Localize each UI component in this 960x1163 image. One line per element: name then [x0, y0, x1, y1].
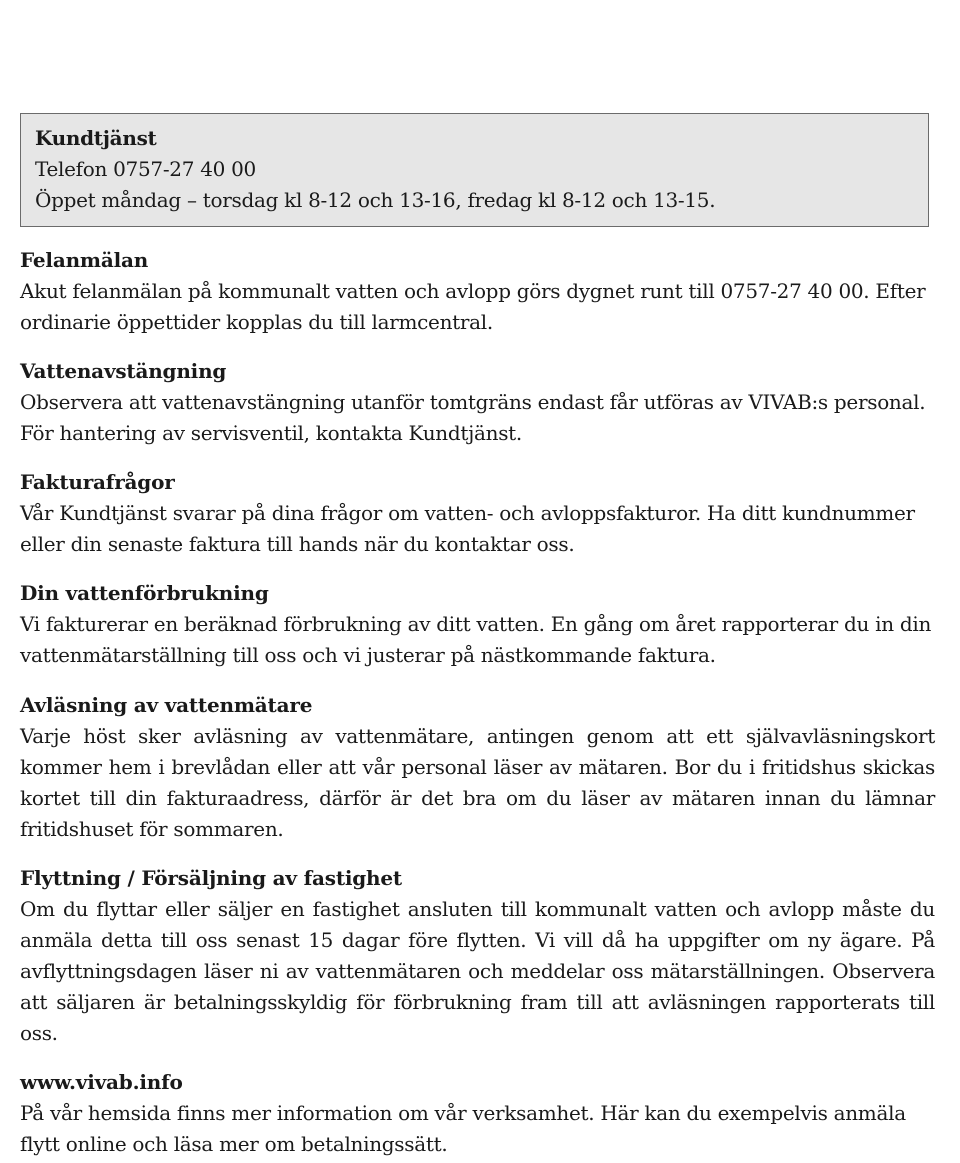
section-vattenforbrukning: [20, 578, 935, 671]
section-heading: Din vattenförbrukning: [20, 581, 269, 605]
customer-service-box: [20, 113, 929, 227]
website-link[interactable]: www.vivab.info: [20, 1070, 183, 1094]
customer-service-heading: Kundtjänst: [35, 126, 157, 150]
section-text: Observera att vattenavstängning utanför tomtgräns endast får utföras av VIVAB:s personal. För hantering av servisventil, kontakta Kundtjänst.: [20, 390, 926, 445]
section-heading: Avläsning av vattenmätare: [20, 693, 313, 717]
section-heading: Vattenavstängning: [20, 359, 227, 383]
section-flyttning: [20, 863, 935, 1049]
section-fakturafragor: [20, 467, 935, 560]
section-text: Akut felanmälan på kommunalt vatten och avlopp görs dygnet runt till 0757-27 40 00. Efter ordinarie öppettider kopplas du till larmcentral.: [20, 279, 926, 334]
section-text: Varje höst sker avläsning av vattenmätare, antingen genom att ett självavläsningskort kommer hem i brevlådan eller att vår personal läser av mätaren. Bor du i fritidshus skickas kortet till din fakturaadress, därför är det bra om du läser av mätaren innan du lämnar fritidshuset för sommaren.: [20, 724, 935, 841]
section-heading: Felanmälan: [20, 248, 149, 272]
section-website: [20, 1067, 935, 1160]
section-text: Vi fakturerar en beräknad förbrukning av ditt vatten. En gång om året rapporterar du in din vattenmätarställning till oss och vi justerar på nästkommande faktura.: [20, 612, 932, 667]
section-text: På vår hemsida finns mer information om vår verksamhet. Här kan du exempelvis anmäla flytt online och läsa mer om betalningssätt.: [20, 1101, 906, 1156]
section-vattenavstangning: [20, 356, 935, 449]
customer-service-hours: Öppet måndag – torsdag kl 8-12 och 13-16, fredag kl 8-12 och 13-15.: [35, 188, 716, 212]
section-avlasning: [20, 690, 935, 845]
section-text: Om du flyttar eller säljer en fastighet ansluten till kommunalt vatten och avlopp måste du anmäla detta till oss senast 15 dagar före flytten. Vi vill då ha uppgifter om ny ägare. På avflyttningsdagen läser ni av vattenmätaren och meddelar oss mätarställningen. Observera att säljaren är betalningsskyldig för förbrukning fram till att avläsningen rapporterats till oss.: [20, 897, 935, 1045]
customer-service-phone: Telefon 0757-27 40 00: [35, 157, 256, 181]
section-heading: Fakturafrågor: [20, 470, 175, 494]
section-felanmalan: [20, 245, 935, 338]
section-text: Vår Kundtjänst svarar på dina frågor om vatten- och avloppsfakturor. Ha ditt kundnummer eller din senaste faktura till hands när du kontaktar oss.: [20, 501, 915, 556]
section-heading: Flyttning / Försäljning av fastighet: [20, 866, 402, 890]
